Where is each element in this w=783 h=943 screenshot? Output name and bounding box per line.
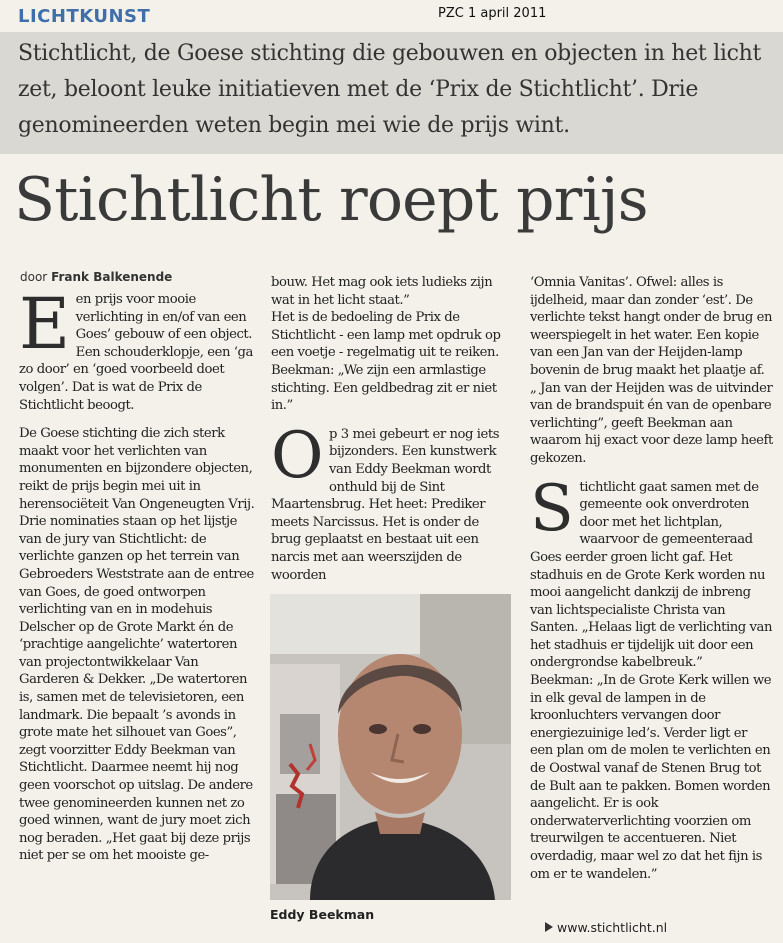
paragraph: bouw. Het mag ook iets ludieks zijn wat in het licht staat.” [271, 275, 493, 308]
drop-cap: E [19, 283, 70, 365]
drop-cap: S [530, 471, 574, 546]
intro-text: Stichtlicht, de Goese stichting die gebouwen en objecten in het licht zet, beloont leuke initiatieven met de ‘Prix de Stichtlicht’. Drie genomineerden weten begin mei wie de prijs wint. [18, 41, 762, 138]
paragraph: Drie nominaties staan op het lijstje van de jury van Stichtlicht: de verlichte ganzen op het terrein van Gebroeders Weststrate aan de entree van Goes, de goed ontworpen verlichting van en in modehuis Delscher op de Grote Markt én de ‘prachtige aangelichte’ watertoren van projectontwikkelaar Van Garderen & Dekker. „De watertoren is, samen met de televisietoren, een landmark. Die bepaalt ’s avonds in grote mate het silhouet van Goes”, zegt voorzitter Eddy Beekman van Stichtlicht. Daarmee neemt hij nog geen voorschot op uitslag. De andere twee genomineerden kunnen net zo goed winnen, want de jury moet zich nog beraden. „Het gaat bij deze prijs niet per se om het mooiste ge- [19, 514, 254, 864]
byline-prefix: door [20, 270, 48, 284]
paragraph: ‘Omnia Vanitas’. Ofwel: alles is ijdelheid, maar dan zonder ‘est’. De verlichte tekst hangt onder de brug en weerspiegelt in het water. Een kopie van een Jan van der Heijden-lamp bovenin de brug maakt het plaatje af. „ Jan van der Heijden was de uitvinder van de brandspuit én van de openbare verlichting”, geeft Beekman aan waarom hij exact voor deze lamp heeft gekozen. [530, 275, 773, 466]
headline: Stichtlicht roept prijs [14, 165, 648, 235]
paragraph: Beekman: „In de Grote Kerk willen we in elk geval de lampen in de kroonluchters vervangen door energiezuinige led’s. Verder ligt er een plan om de molen te verlichten en de Oostwal vanaf de Stenen Brug tot de Bult aan te pakken. Bomen worden aangelicht. Er is ook onderwaterverlichting voorzien om treurwilgen te accentueren. Niet overdadig, maar wel zo dat het fijn is om er te wandelen.” [530, 673, 772, 882]
paragraph: De Goese stichting die zich sterk maakt voor het verlichten van monumenten en bijzondere objecten, reikt de prijs begin mei uit in herensociëteit Van Ongeneugten Vrij. [19, 426, 255, 512]
website-link[interactable] [545, 920, 667, 935]
paragraph [271, 418, 511, 584]
column-3 [530, 274, 773, 883]
paragraph-text: tichtlicht gaat samen met de gemeente ook onverdroten door met het lichtplan, waarvoor de gemeenteraad Goes eerder groen licht gaf. Het stadhuis en de Grote Kerk worden nu mooi aangelicht dankzij de inbreng van lichtspecialiste Christa van Santen. „Helaas ligt de verlichting van het stadhuis er tijdelijk uit door een ondergrondse kabelbreuk.” [530, 479, 772, 671]
paragraph [19, 283, 255, 414]
triangle-arrow-icon [545, 922, 553, 932]
column-2 [271, 274, 511, 584]
website-link-text: www.stichtlicht.nl [557, 920, 668, 935]
paragraph-text: p 3 mei gebeurt er nog iets bijzonders. Een kunstwerk van Eddy Beekman wordt onthuld bij de Sint Maartensbrug. Het heet: Prediker meets Narcissus. Het is onder de brug geplaatst en bestaat uit een narcis met aan weerszijden de woorden [271, 426, 500, 583]
column-1 [19, 283, 255, 865]
paragraph [530, 471, 773, 673]
portrait-illustration [270, 594, 511, 900]
drop-cap: O [271, 418, 324, 493]
portrait-photo [270, 594, 511, 900]
paragraph-text: en prijs voor mooie verlichting in en/of van een Goes’ gebouw of een object. Een schouderklopje, een ‘ga zo door’ en ‘goed voorbeeld doet volgen’. Dat is wat de Prix de Stichtlicht beoogt. [19, 292, 253, 413]
byline [20, 270, 172, 284]
paragraph: Het is de bedoeling de Prix de Stichtlicht - een lamp met opdruk op een voetje - regelmatig uit te reiken. Beekman: „We zijn een armlastige stichting. Een geldbedrag zit er niet in.” [271, 310, 501, 414]
section-kicker: LICHTKUNST [18, 6, 151, 27]
source-date: PZC 1 april 2011 [438, 6, 547, 21]
byline-author: Frank Balkenende [51, 270, 173, 284]
photo-caption: Eddy Beekman [270, 907, 375, 922]
